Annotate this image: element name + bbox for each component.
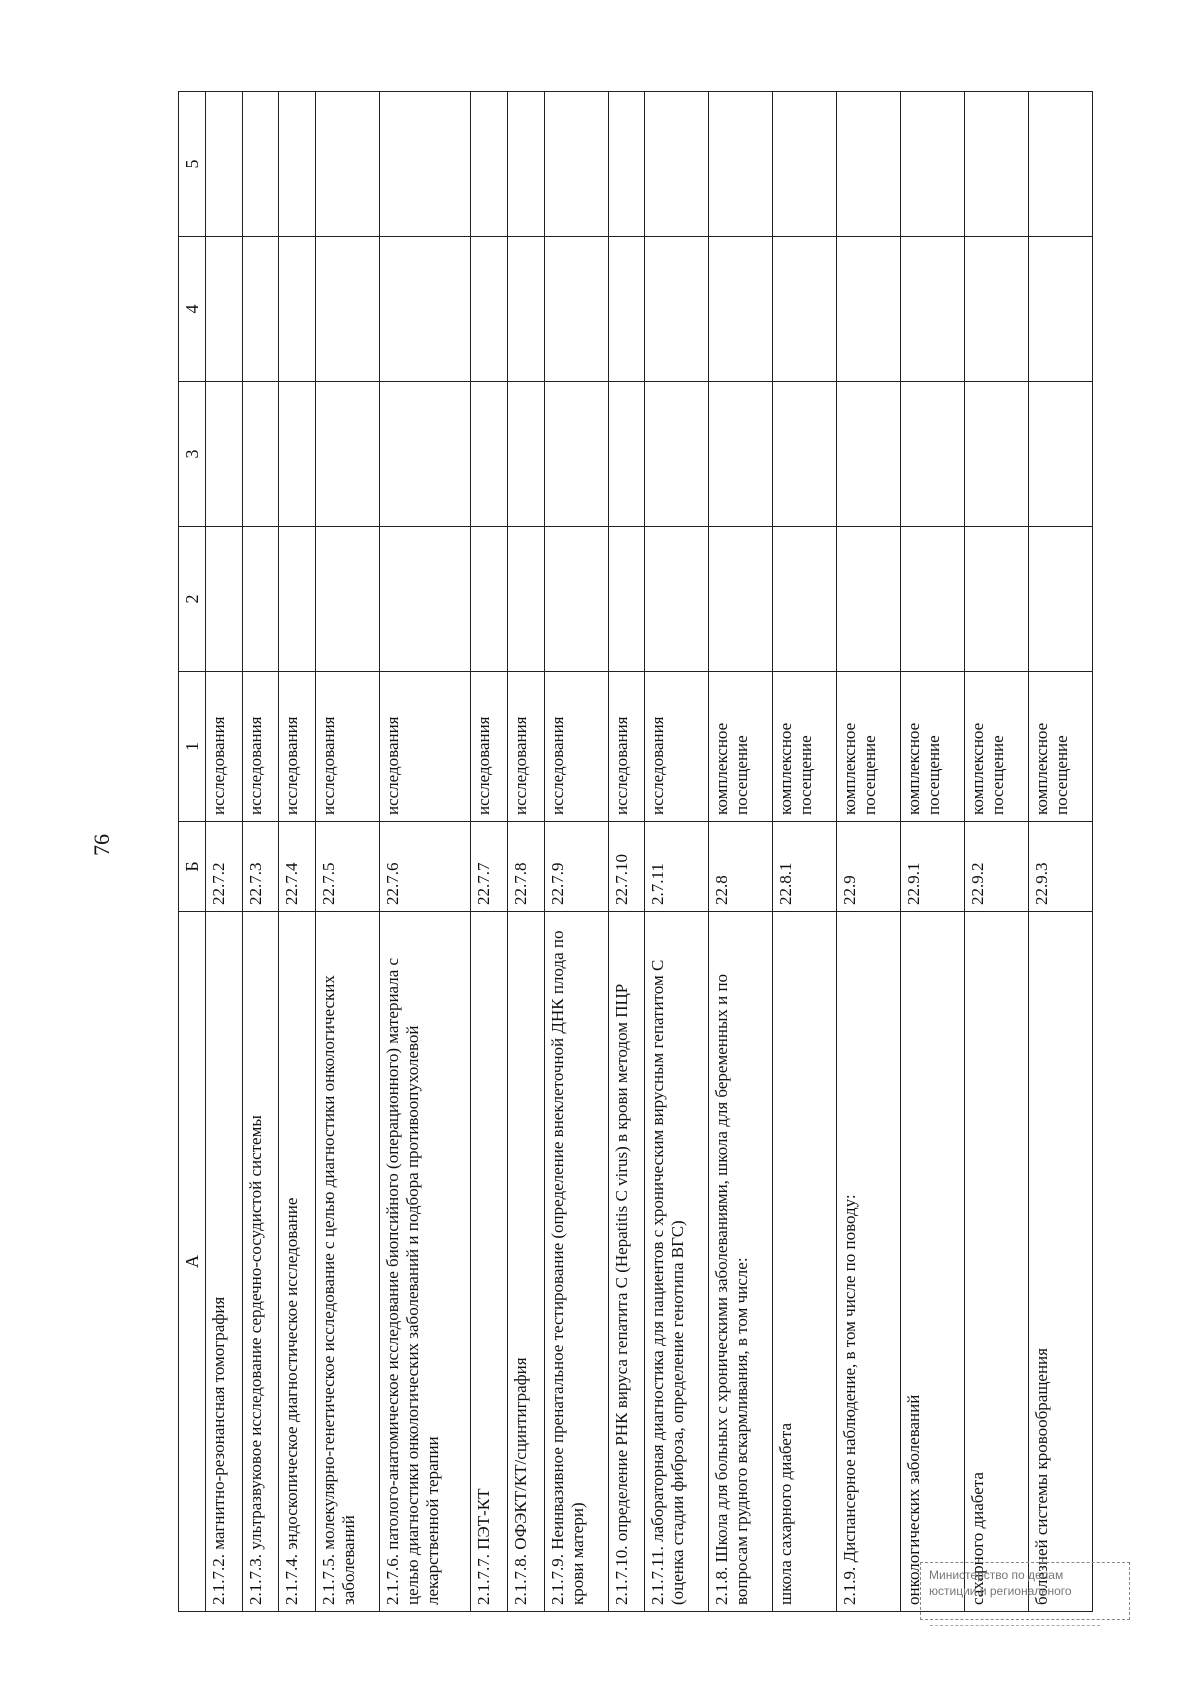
cell-code: 22.7.4 [279, 822, 316, 912]
cell-unit: исследования [608, 672, 645, 822]
cell-unit: комплексное посещение [709, 672, 773, 822]
cell-empty [242, 382, 279, 527]
cell-empty [645, 237, 709, 382]
stamp-underline [930, 1625, 1100, 1626]
header-col-4: 4 [179, 237, 206, 382]
stamp-line-2: юстиции и регионального [929, 1584, 1072, 1598]
cell-empty [965, 92, 1029, 237]
cell-empty [380, 527, 471, 672]
cell-empty [965, 237, 1029, 382]
cell-code: 22.9 [837, 822, 901, 912]
cell-empty [837, 237, 901, 382]
header-col-a: А [179, 912, 206, 1612]
cell-empty [471, 92, 508, 237]
cell-empty [709, 527, 773, 672]
cell-empty [544, 527, 608, 672]
cell-name: болезней системы кровообращения [1028, 912, 1092, 1612]
cell-empty [206, 527, 243, 672]
table-row [279, 92, 316, 1612]
cell-empty [709, 92, 773, 237]
cell-empty [608, 527, 645, 672]
table-row [837, 92, 901, 1612]
cell-empty [471, 237, 508, 382]
cell-name: 2.1.7.6. патолого-анатомическое исследование биопсийного (операционного) материала с целью диагностики онкологических заболеваний и подбора противоопухолевой лекарственной терапии [380, 912, 471, 1612]
table-row [709, 92, 773, 1612]
cell-empty [316, 237, 380, 382]
cell-unit: исследования [316, 672, 380, 822]
table-row [645, 92, 709, 1612]
cell-empty [837, 382, 901, 527]
cell-empty [380, 92, 471, 237]
table-row [242, 92, 279, 1612]
table-row [901, 92, 965, 1612]
cell-empty [316, 92, 380, 237]
table-row [507, 92, 544, 1612]
header-row [179, 92, 206, 1612]
table-row [471, 92, 508, 1612]
table-container [178, 92, 1093, 1612]
cell-unit: комплексное посещение [1028, 672, 1092, 822]
header-col-b: Б [179, 822, 206, 912]
cell-code: 22.9.2 [965, 822, 1029, 912]
cell-empty [507, 237, 544, 382]
cell-empty [507, 382, 544, 527]
cell-code: 22.7.5 [316, 822, 380, 912]
cell-empty [507, 92, 544, 237]
cell-name: школа сахарного диабета [773, 912, 837, 1612]
cell-name: 2.1.7.3. ультразвуковое исследование сердечно-сосудистой системы [242, 912, 279, 1612]
cell-name: 2.1.7.10. определение РНК вируса гепатита С (Hepatitis C virus) в крови методом ПЦР [608, 912, 645, 1612]
cell-code: 22.7.3 [242, 822, 279, 912]
cell-code: 22.7.6 [380, 822, 471, 912]
cell-empty [1028, 527, 1092, 672]
cell-empty [471, 382, 508, 527]
cell-code: 22.7.9 [544, 822, 608, 912]
table-row [965, 92, 1029, 1612]
cell-code: 22.8.1 [773, 822, 837, 912]
cell-empty [709, 382, 773, 527]
registration-stamp [920, 1562, 1130, 1620]
cell-empty [773, 382, 837, 527]
cell-code: 22.9.1 [901, 822, 965, 912]
cell-empty [608, 382, 645, 527]
cell-empty [206, 237, 243, 382]
table-row [380, 92, 471, 1612]
cell-empty [901, 382, 965, 527]
cell-empty [608, 237, 645, 382]
services-table [178, 91, 1093, 1612]
cell-empty [837, 527, 901, 672]
cell-empty [901, 92, 965, 237]
table-row [773, 92, 837, 1612]
cell-name: 2.1.7.2. магнитно-резонансная томография [206, 912, 243, 1612]
cell-empty [206, 92, 243, 237]
cell-unit: комплексное посещение [901, 672, 965, 822]
cell-empty [544, 92, 608, 237]
cell-empty [965, 382, 1029, 527]
cell-empty [645, 92, 709, 237]
cell-unit: комплексное посещение [837, 672, 901, 822]
cell-empty [206, 382, 243, 527]
cell-empty [279, 92, 316, 237]
cell-empty [507, 527, 544, 672]
header-col-5: 5 [179, 92, 206, 237]
cell-name: 2.1.8. Школа для больных с хроническими заболеваниями, школа для беременных и по вопросам грудного вскармливания, в том числе: [709, 912, 773, 1612]
cell-empty [1028, 382, 1092, 527]
cell-unit: исследования [380, 672, 471, 822]
table-row [206, 92, 243, 1612]
cell-unit: исследования [645, 672, 709, 822]
cell-empty [837, 92, 901, 237]
cell-empty [471, 527, 508, 672]
cell-code: 22.7.8 [507, 822, 544, 912]
cell-unit: комплексное посещение [965, 672, 1029, 822]
cell-empty [380, 237, 471, 382]
cell-name: 2.1.7.11. лабораторная диагностика для пациентов с хроническим вирусным гепатитом С (оценка стадии фиброза, определение генотипа ВГС) [645, 912, 709, 1612]
cell-unit: исследования [507, 672, 544, 822]
cell-empty [645, 527, 709, 672]
cell-empty [380, 382, 471, 527]
cell-empty [773, 92, 837, 237]
header-col-1: 1 [179, 672, 206, 822]
table-row [608, 92, 645, 1612]
cell-code: 22.7.10 [608, 822, 645, 912]
table-row [316, 92, 380, 1612]
cell-empty [709, 237, 773, 382]
header-col-3: 3 [179, 382, 206, 527]
cell-empty [901, 237, 965, 382]
cell-empty [773, 237, 837, 382]
cell-empty [965, 527, 1029, 672]
cell-empty [316, 527, 380, 672]
cell-empty [1028, 92, 1092, 237]
stamp-line-1: Министерство по делам [929, 1568, 1064, 1582]
cell-name: 2.1.7.7. ПЭТ-КТ [471, 912, 508, 1612]
cell-empty [242, 527, 279, 672]
cell-empty [773, 527, 837, 672]
cell-code: 22.9.3 [1028, 822, 1092, 912]
cell-name: 2.1.7.4. эндоскопическое диагностическое исследование [279, 912, 316, 1612]
cell-unit: исследования [206, 672, 243, 822]
cell-empty [242, 92, 279, 237]
cell-name: сахарного диабета [965, 912, 1029, 1612]
cell-code: 22.7.7 [471, 822, 508, 912]
cell-empty [279, 237, 316, 382]
cell-name: 2.1.9. Диспансерное наблюдение, в том числе по поводу: [837, 912, 901, 1612]
page-number: 76 [89, 834, 114, 856]
cell-empty [901, 527, 965, 672]
cell-unit: исследования [471, 672, 508, 822]
cell-empty [316, 382, 380, 527]
cell-empty [608, 92, 645, 237]
cell-empty [279, 527, 316, 672]
cell-code: 2.7.11 [645, 822, 709, 912]
cell-name: 2.1.7.9. Неинвазивное пренатальное тестирование (определение внеклеточной ДНК плода по крови матери) [544, 912, 608, 1612]
cell-unit: исследования [544, 672, 608, 822]
cell-name: 2.1.7.5. молекулярно-генетическое исследование с целью диагностики онкологических заболеваний [316, 912, 380, 1612]
table-row [1028, 92, 1092, 1612]
cell-empty [544, 382, 608, 527]
cell-empty [242, 237, 279, 382]
cell-unit: исследования [242, 672, 279, 822]
cell-name: 2.1.7.8. ОФЭКТ/КТ/сцинтиграфия [507, 912, 544, 1612]
cell-code: 22.8 [709, 822, 773, 912]
cell-empty [279, 382, 316, 527]
table-row [544, 92, 608, 1612]
cell-empty [1028, 237, 1092, 382]
cell-empty [645, 382, 709, 527]
cell-empty [544, 237, 608, 382]
cell-unit: исследования [279, 672, 316, 822]
cell-unit: комплексное посещение [773, 672, 837, 822]
header-col-2: 2 [179, 527, 206, 672]
cell-name: онкологических заболеваний [901, 912, 965, 1612]
cell-code: 22.7.2 [206, 822, 243, 912]
